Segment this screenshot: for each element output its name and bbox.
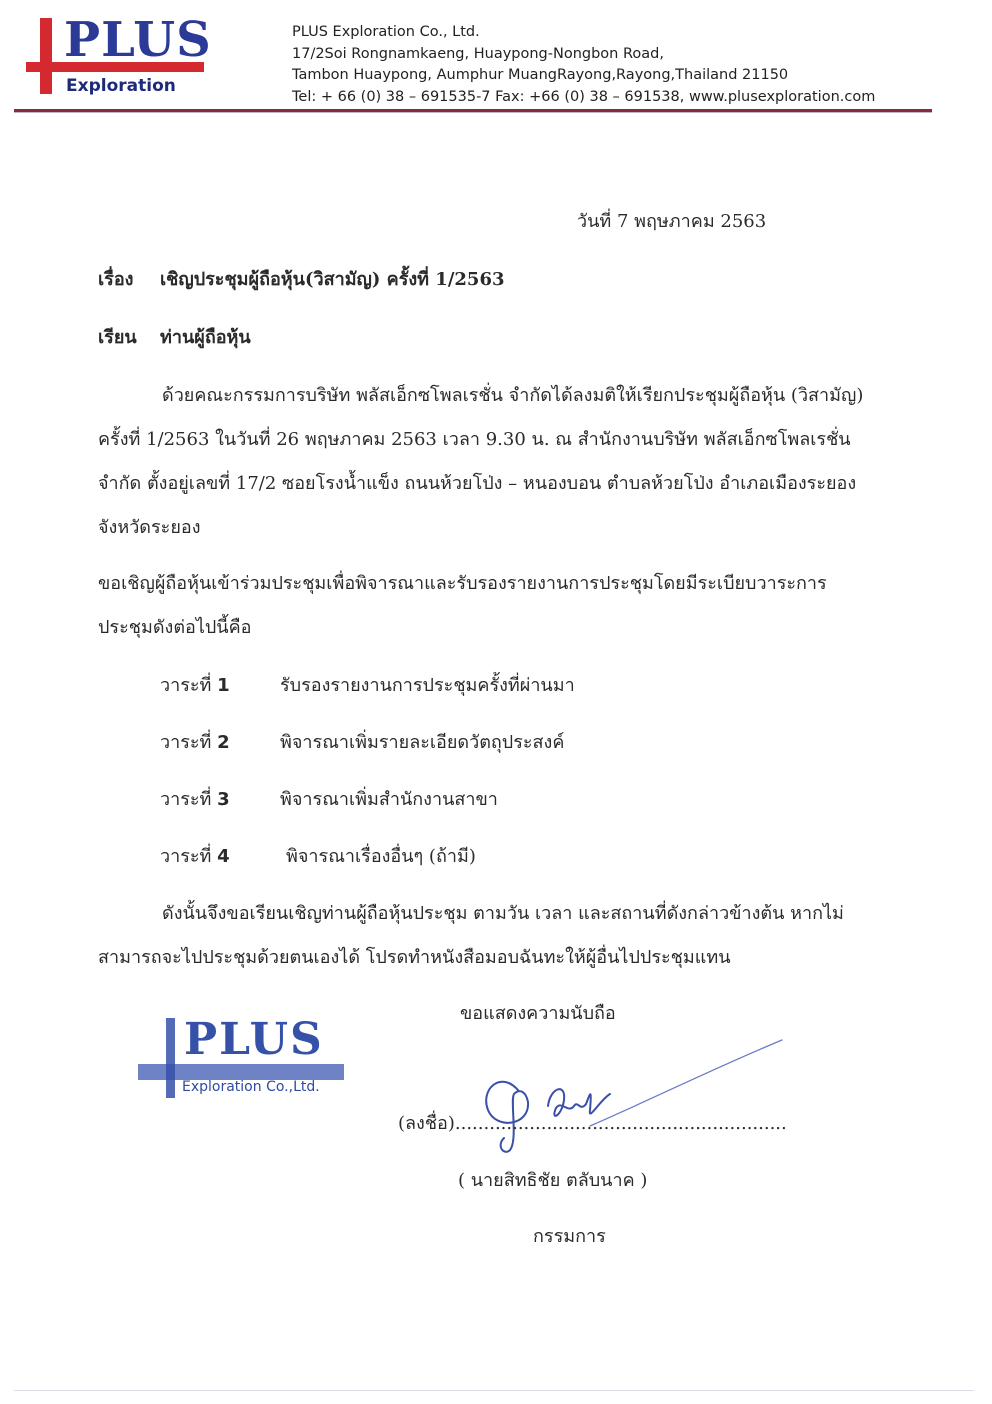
agenda-number: 3 [217, 789, 230, 810]
paragraph-2-line-1: ขอเชิญผู้ถือหุ้นเข้าร่วมประชุมเพื่อพิจารณาและรับรองรายงานการประชุมโดยมีระเบียบวาระการ [98, 573, 827, 594]
recipient-label: เรียน [98, 327, 137, 348]
page-bottom-edge [14, 1390, 974, 1391]
signature-line: (ลงชื่อ).......................................................... [398, 1113, 787, 1134]
address-line-2: Tambon Huaypong, Aumphur MuangRayong,Rayong,Thailand 21150 [292, 67, 789, 83]
agenda-label: วาระที่ [160, 675, 212, 696]
paragraph-1-line-2: ครั้งที่ 1/2563 ในวันที่ 26 พฤษภาคม 2563 เวลา 9.30 น. ณ สำนักงานบริษัท พลัสเอ็กซโพลเรชั่น [98, 429, 851, 450]
agenda-number: 4 [217, 846, 230, 867]
company-name: PLUS Exploration Co., Ltd. [292, 24, 480, 40]
signer-title: กรรมการ [533, 1226, 606, 1247]
agenda-item-label [160, 841, 230, 870]
company-stamp [136, 1016, 346, 1100]
agenda-label: วาระที่ [160, 789, 212, 810]
agenda-item-text: พิจารณาเพิ่มรายละเอียดวัตถุประสงค์ [280, 732, 565, 753]
paragraph-2-line-2: ประชุมดังต่อไปนี้คือ [98, 617, 252, 638]
stamp-subtitle: Exploration Co.,Ltd. [182, 1079, 320, 1095]
logo-cross-vertical [40, 18, 52, 94]
agenda-item-label [160, 727, 230, 756]
agenda-label: วาระที่ [160, 846, 212, 867]
logo-subtitle: Exploration [66, 76, 176, 96]
agenda-item-text: พิจารณาเรื่องอื่นๆ (ถ้ามี) [286, 846, 476, 867]
agenda-item-text: พิจารณาเพิ่มสำนักงานสาขา [280, 789, 498, 810]
agenda-number: 1 [217, 675, 230, 696]
agenda-number: 2 [217, 732, 230, 753]
agenda-item-label [160, 670, 230, 699]
agenda-item-label [160, 784, 230, 813]
agenda-item-text: รับรองรายงานการประชุมครั้งที่ผ่านมา [280, 675, 575, 696]
stamp-word: PLUS [184, 1014, 324, 1065]
paragraph-1-line-3: จำกัด ตั้งอยู่เลขที่ 17/2 ซอยโรงน้ำแข็ง ถนนห้วยโป่ง – หนองบอน ตำบลห้วยโป่ง อำเภอเมืองระยอง [98, 473, 857, 494]
paragraph-3-line-2: สามารถจะไปประชุมด้วยตนเองได้ โปรดทำหนังสือมอบฉันทะให้ผู้อื่นไปประชุมแทน [98, 947, 731, 968]
subject-label: เรื่อง [98, 269, 134, 290]
paragraph-1-line-1: ด้วยคณะกรรมการบริษัท พลัสเอ็กซโพลเรชั่น จำกัดได้ลงมติให้เรียกประชุมผู้ถือหุ้น (วิสามัญ) [162, 385, 864, 406]
signer-name: ( นายสิทธิชัย ตลับนาค ) [458, 1170, 648, 1191]
stamp-cross-vertical [166, 1018, 175, 1098]
paragraph-1-line-4: จังหวัดระยอง [98, 517, 201, 538]
address-line-1: 17/2Soi Rongnamkaeng, Huaypong-Nongbon Road, [292, 45, 664, 62]
contact-line: Tel: + 66 (0) 38 – 691535-7 Fax: +66 (0) 38 – 691538, www.plusexploration.com [292, 88, 876, 105]
paragraph-3-line-1: ดังนั้นจึงขอเรียนเชิญท่านผู้ถือหุ้นประชุม ตามวัน เวลา และสถานที่ดังกล่าวข้างต้น หากไม่ [162, 903, 844, 924]
closing-text: ขอแสดงความนับถือ [460, 1003, 616, 1024]
subject-text: เชิญประชุมผู้ถือหุ้น(วิสามัญ) ครั้งที่ 1/2563 [160, 269, 505, 290]
header-divider-shadow [14, 112, 932, 113]
signature-image [470, 1030, 790, 1160]
recipient-text: ท่านผู้ถือหุ้น [160, 327, 251, 348]
company-logo [26, 12, 212, 96]
agenda-label: วาระที่ [160, 732, 212, 753]
letter-date: วันที่ 7 พฤษภาคม 2563 [577, 211, 767, 232]
company-info [292, 22, 875, 108]
logo-word: PLUS [64, 12, 212, 68]
